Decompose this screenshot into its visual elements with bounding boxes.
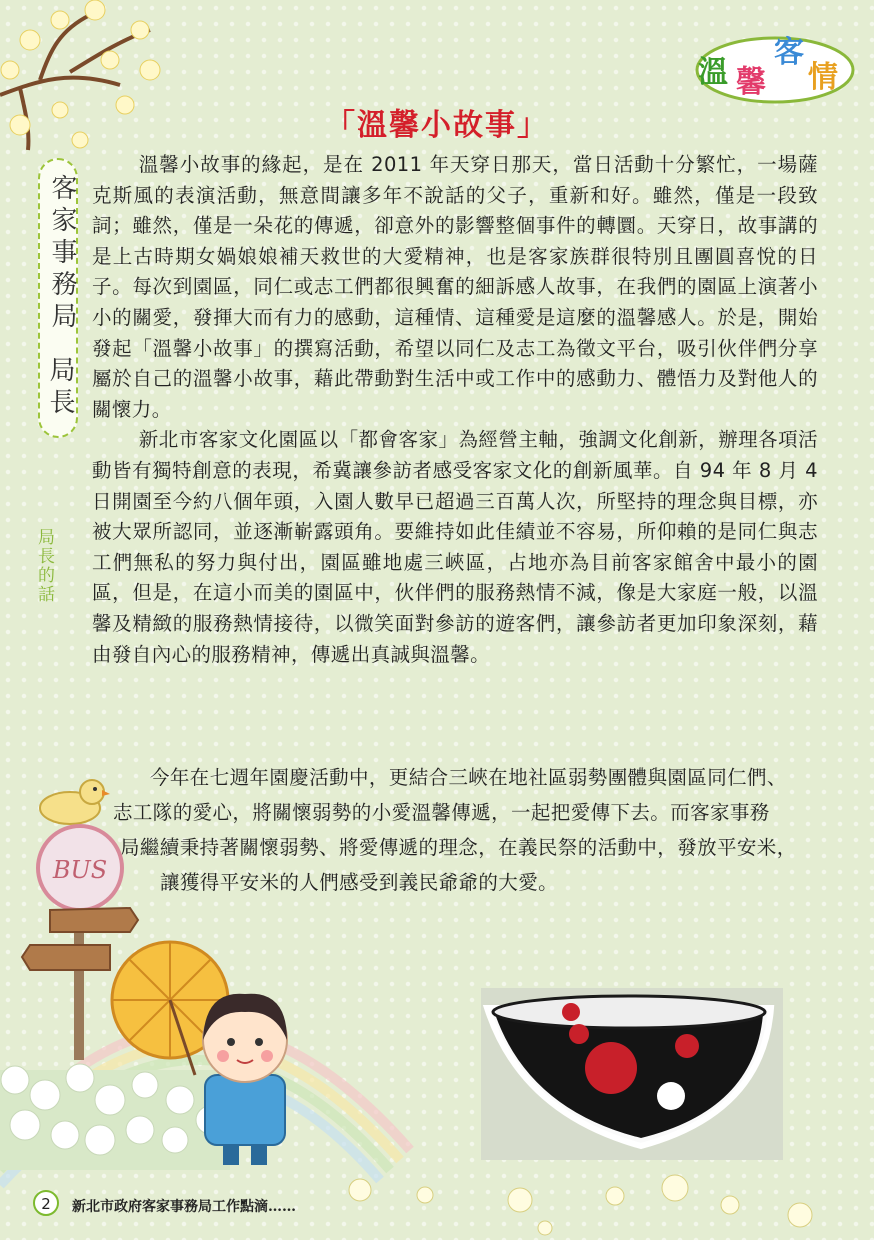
side-label-col1: 客家事務局 <box>47 174 77 334</box>
p3-line-4: 讓獲得平安米的人們感受到義民爺爺的大愛。 <box>160 871 559 894</box>
side-label-col2: 局長 <box>45 356 75 420</box>
p3-line-2: 志工隊的愛心，將關懷弱勢的小愛溫馨傳遞，一起把愛傳下去。而客家事務 <box>113 801 770 824</box>
child-figure-illustration <box>175 980 315 1170</box>
article-body <box>92 150 818 670</box>
blossom-branch-illustration <box>0 0 200 170</box>
badge-char-3: 客 <box>774 35 804 70</box>
side-section-label: 局長的話 <box>34 528 54 604</box>
badge-char-2: 馨 <box>736 65 766 100</box>
badge-char-1: 溫 <box>698 55 728 90</box>
page-number: 2 <box>33 1190 59 1216</box>
bowl-photo <box>481 988 783 1160</box>
p3-line-3: 局繼續秉持著關懷弱勢、將愛傳遞的理念，在義民祭的活動中，發放平安米， <box>120 836 797 859</box>
header-badge <box>690 22 860 112</box>
bus-sign-text: BUS <box>52 856 108 884</box>
page-title: 「溫馨小故事」 <box>325 108 549 143</box>
footer-flowers-decoration <box>330 1160 870 1240</box>
paragraph-1: 溫馨小故事的緣起，是在 2011 年天穿日那天，當日活動十分繁忙，一場薩克斯風的表演活動，無意間讓多年不說話的父子，重新和好。雖然，僅是一段致詞；雖然，僅是一朵花的傳遞，卻意外的影響整個事件的轉圜。天穿日，故事講的是上古時期女媧娘娘補天救世的大愛精神，也是客家族群很特別且團圓喜悅的日子。每次到園區，同仁或志工們都很興奮的細訴感人故事，在我們的園區上演著小小的關愛，發揮大而有力的感動，這種情、這種愛是這麼的溫馨感人。於是，開始發起「溫馨小故事」的撰寫活動，希望以同仁及志工為徵文平台，吸引伙伴們分享屬於自己的溫馨小故事，藉此帶動對生活中或工作中的感動力、體悟力及對他人的關懷力。 <box>92 153 818 421</box>
badge-char-4: 情 <box>808 60 838 95</box>
footer-publication-name: 新北市政府客家事務局工作點滴…… <box>72 1199 296 1215</box>
p3-line-1: 今年在七週年園慶活動中，更結合三峽在地社區弱勢團體與園區同仁們、 <box>150 766 787 789</box>
paragraph-2: 新北市客家文化園區以「都會客家」為經營主軸，強調文化創新，辦理各項活動皆有獨特創意的表現，希冀讓參訪者感受客家文化的創新風華。自 94 年 8 月 4 日開園至今約八個年頭，入園人數早已超過三百萬人次，所堅持的理念與目標，亦被大眾所認同，並逐漸嶄露頭角。要維持如此佳績並不容易，所仰賴的是同仁與志工們無私的努力與付出，園區雖地處三峽區，占地亦為目前客家館舍中最小的園區，但是，在這小而美的園區中，伙伴們的服務熱情不減，像是大家庭一般，以溫馨及精緻的服務熱情接待，以微笑面對參訪的遊客們，讓參訪者更加印象深刻，藉由發自內心的服務精神，傳遞出真誠與溫馨。 <box>92 428 818 666</box>
